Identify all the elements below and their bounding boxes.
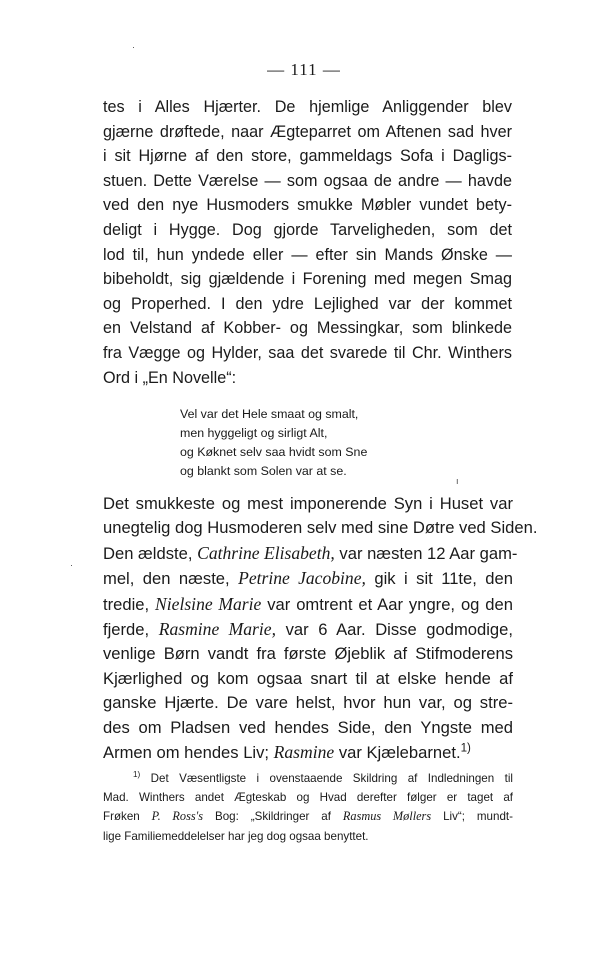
footnote-line: $^{1)}$ Det Væsentligste i ovenstaaende Skildring af Indledningen til xyxy=(133,770,513,785)
person-name: Nielsine Marie xyxy=(155,593,262,614)
text-line: Kjærlighed og kom ogsaa snart til at elske hende af xyxy=(103,668,513,688)
footnote-ref: 1) xyxy=(460,741,471,755)
person-name: Rasmine Marie, xyxy=(158,619,276,640)
person-name: Cathrine Elisabeth, xyxy=(197,542,335,563)
text-line: unegtelig dog Husmoderen selv med sine Døtre ved Siden. xyxy=(103,518,538,538)
text-line: fra Vægge og Hylder, saa det svarede til Chr. Winthers xyxy=(103,343,512,362)
footnote-line: lige Familiemeddelelser har jeg dog ogsaa benyttet. xyxy=(103,829,369,843)
text-line: bibeholdt, sig gjældende i Forening med megen Smag xyxy=(103,270,512,289)
text-line: og Properhed. I den ydre Lejlighed var der kommet xyxy=(103,294,512,313)
footnote-line: Mad. Winthers andet Ægteskab og Hvad derefter følger er taget af xyxy=(103,791,513,805)
text-line: ved den nye Husmoders smukke Møbler vundet bety- xyxy=(103,196,512,215)
print-speck: ı xyxy=(456,476,459,486)
text-line: lod til, hun yndede eller — efter sin Mands Ønske — xyxy=(103,245,512,264)
poem-quote xyxy=(180,405,367,481)
text-line: gjærne drøftede, naar Ægteparret om Aftenen sad hver xyxy=(103,122,512,141)
footnote-line: Frøken P. Ross's Bog: „Skildringer af Rasmus Møllers Liv“; mundt- xyxy=(103,809,513,824)
footnote xyxy=(103,769,513,846)
text-line: venlige Børn vandt fra første Øjeblik af Stifmoderens xyxy=(103,644,513,664)
text-line: i sit Hjørne af den store, gammeldags Sofa i Dagligs- xyxy=(103,147,512,166)
poem-line: men hyggeligt og sirligt Alt, xyxy=(180,426,328,440)
text-line: tredie, Nielsine Marie var omtrent et Aar yngre, og den xyxy=(103,593,513,614)
footnote-marker: 1) xyxy=(133,770,141,780)
poem-line: og blankt som Solen var at se. xyxy=(180,464,347,478)
person-name: Rasmus Møllers xyxy=(342,809,432,824)
poem-line: Vel var det Hele smaat og smalt, xyxy=(180,407,359,421)
text-line: mel, den næste, Petrine Jacobine, gik i sit 11te, den xyxy=(103,568,513,589)
print-speck: · xyxy=(132,42,135,52)
text-line: Armen om hendes Liv; Rasmine var Kjælebarnet.$^{1)}$ xyxy=(103,741,471,763)
paragraph-1 xyxy=(103,95,512,390)
text-line: des om Pladsen ved hendes Side, den Yngste med xyxy=(103,717,513,737)
text-line: Den ældste, Cathrine Elisabeth, var næsten 12 Aar gam- xyxy=(103,542,518,563)
paragraph-2 xyxy=(103,492,538,765)
text-line: Det smukkeste og mest imponerende Syn i Huset var xyxy=(103,494,513,513)
text-line: stuen. Dette Værelse — som ogsaa de andre — havde xyxy=(103,171,512,190)
print-speck: · xyxy=(70,560,73,570)
page-number: — 111 — xyxy=(267,60,341,79)
text-line: Ord i „En Novelle“: xyxy=(103,368,237,387)
poem-line: og Køknet selv saa hvidt som Sne xyxy=(180,445,368,459)
text-line: ganske Hjærte. De vare helst, hvor hun var, og stre- xyxy=(103,693,513,713)
text-line: fjerde, Rasmine Marie, var 6 Aar. Disse godmodige, xyxy=(103,619,513,640)
person-name: P. Ross's xyxy=(151,809,204,824)
text-line: deligt i Hygge. Dog gjorde Tarveligheden, som det xyxy=(103,220,512,239)
text-line: tes i Alles Hjærter. De hjemlige Anliggender blev xyxy=(103,98,512,116)
text-line: en Velstand af Kobber- og Messingkar, som blinkede xyxy=(103,319,512,338)
person-name: Rasmine xyxy=(273,742,335,763)
person-name: Petrine Jacobine, xyxy=(238,568,366,589)
